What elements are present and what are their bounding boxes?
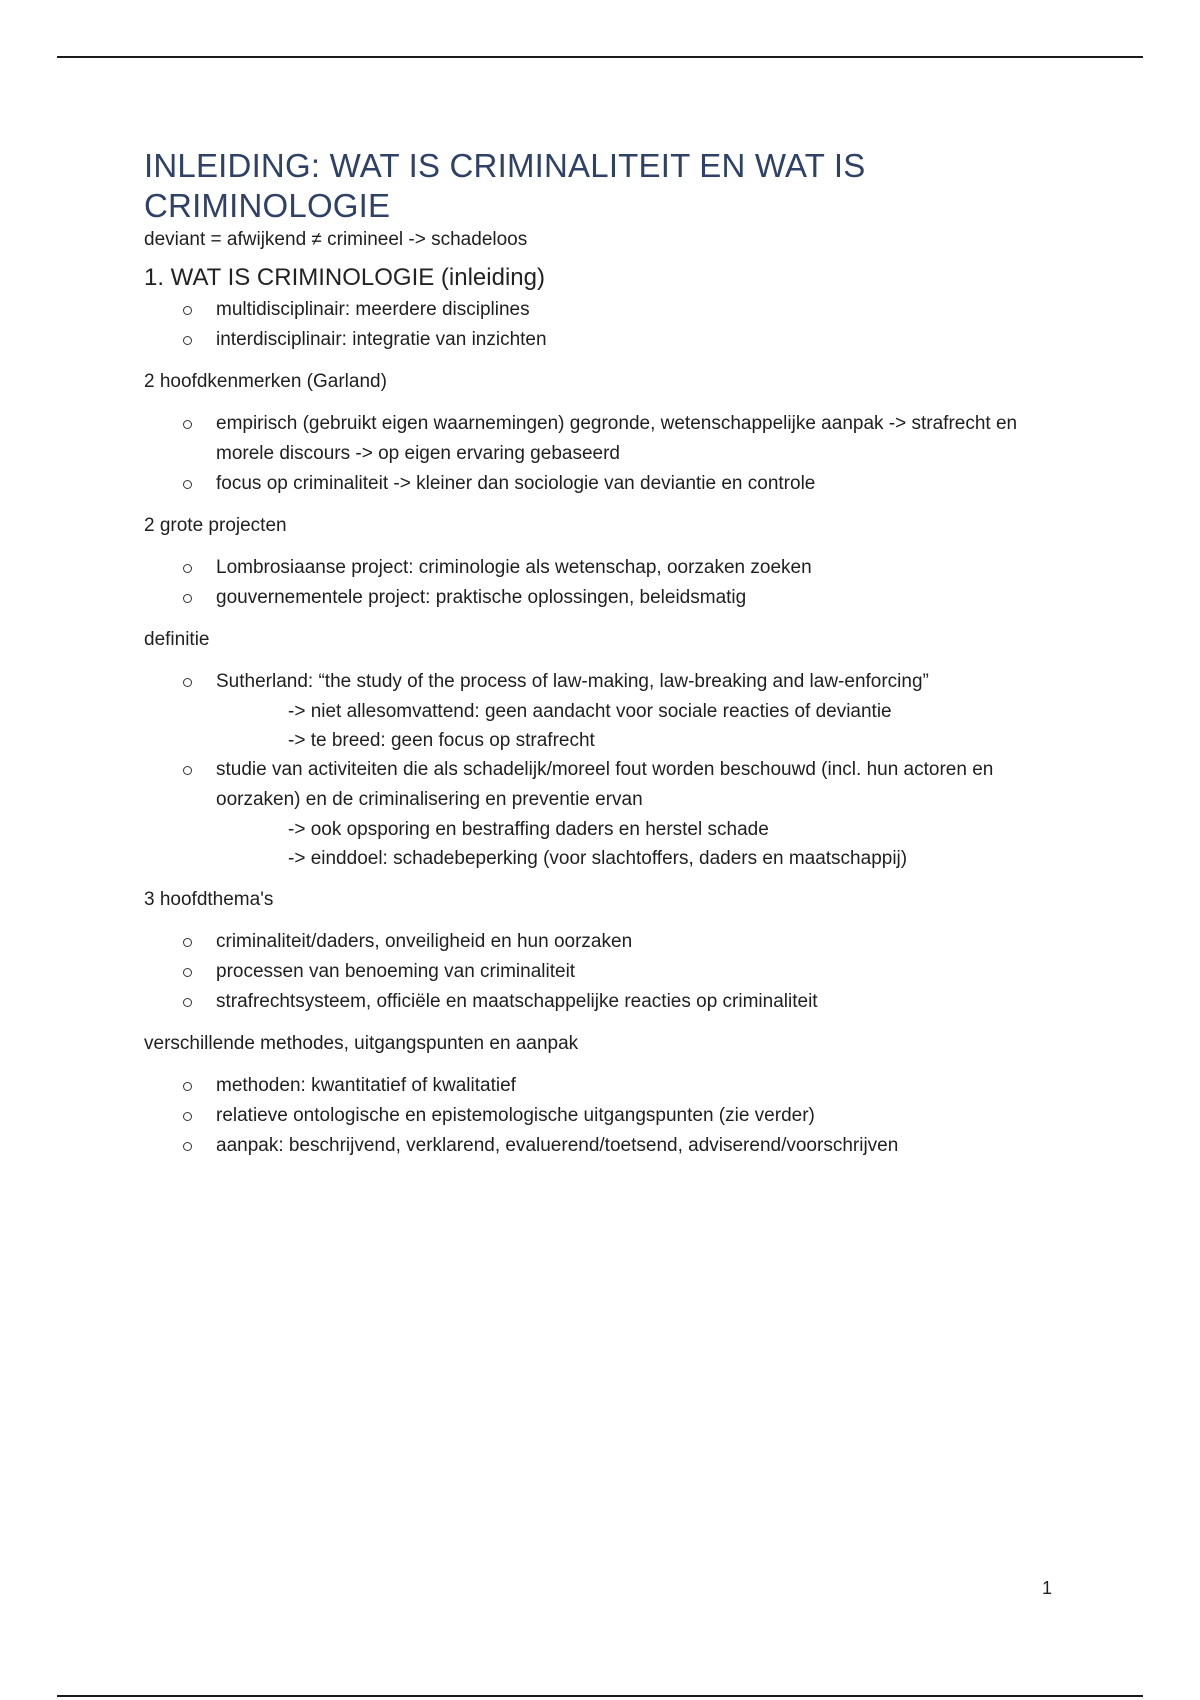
methodes-list — [144, 1071, 1064, 1161]
note: -> ook opsporing en bestraffing daders en herstel schade — [288, 819, 769, 840]
definitie-studie: studie van activiteiten die als schadelijk/moreel fout worden beschouwd (incl. hun actoren en oorzaken) en de criminalisering en preventie ervan — [216, 759, 994, 810]
list-item: Lombrosiaanse project: criminologie als wetenschap, oorzaken zoeken — [144, 553, 1064, 583]
list-item: processen van benoeming van criminaliteit — [144, 957, 1064, 987]
note: -> niet allesomvattend: geen aandacht voor sociale reacties of deviantie — [288, 701, 892, 722]
list-item: multidisciplinair: meerdere disciplines — [144, 295, 1064, 325]
hoofdkenmerken-list — [144, 409, 1064, 499]
list-item: aanpak: beschrijvend, verklarend, evaluerend/toetsend, adviserend/voorschrijven — [144, 1131, 1064, 1161]
list-item: criminaliteit/daders, onveiligheid en hun oorzaken — [144, 927, 1064, 957]
list-item: interdisciplinair: integratie van inzichten — [144, 325, 1064, 355]
hoofdthemas-list — [144, 927, 1064, 1017]
intro-list — [144, 295, 1064, 355]
list-item: gouvernementele project: praktische oplossingen, beleidsmatig — [144, 583, 1064, 613]
subtitle: deviant = afwijkend ≠ crimineel -> schadeloos — [144, 229, 528, 250]
page-number: 1 — [1042, 1578, 1053, 1598]
label-definitie: definitie — [144, 629, 210, 650]
header-rule — [57, 56, 1143, 58]
list-item: methoden: kwantitatief of kwalitatief — [144, 1071, 1064, 1101]
section-heading: 1. WAT IS CRIMINOLOGIE (inleiding) — [144, 264, 545, 291]
note: -> einddoel: schadebeperking (voor slachtoffers, daders en maatschappij) — [288, 848, 908, 869]
list-item: empirisch (gebruikt eigen waarnemingen) gegronde, wetenschappelijke aanpak -> strafrecht en morele discours -> op eigen ervaring gebaseerd — [144, 409, 1064, 469]
label-projecten: 2 grote projecten — [144, 515, 287, 536]
label-hoofdkenmerken: 2 hoofdkenmerken (Garland) — [144, 371, 387, 392]
note: -> te breed: geen focus op strafrecht — [288, 730, 595, 751]
page-content — [144, 146, 1064, 1161]
list-item — [144, 667, 1064, 755]
label-methodes: verschillende methodes, uitgangspunten en aanpak — [144, 1033, 579, 1054]
projecten-list — [144, 553, 1064, 613]
label-hoofdthemas: 3 hoofdthema's — [144, 889, 274, 910]
list-item: strafrechtsysteem, officiële en maatschappelijke reacties op criminaliteit — [144, 987, 1064, 1017]
list-item: focus op criminaliteit -> kleiner dan sociologie van deviantie en controle — [144, 469, 1064, 499]
definitie-list — [144, 667, 1064, 873]
footer-rule — [57, 1695, 1143, 1697]
list-item — [144, 755, 1064, 873]
list-item: relatieve ontologische en epistemologische uitgangspunten (zie verder) — [144, 1101, 1064, 1131]
definitie-sutherland: Sutherland: “the study of the process of law-making, law-breaking and law-enforcing” — [216, 671, 929, 692]
document-title: INLEIDING: WAT IS CRIMINALITEIT EN WAT IS CRIMINOLOGIE — [144, 147, 866, 224]
